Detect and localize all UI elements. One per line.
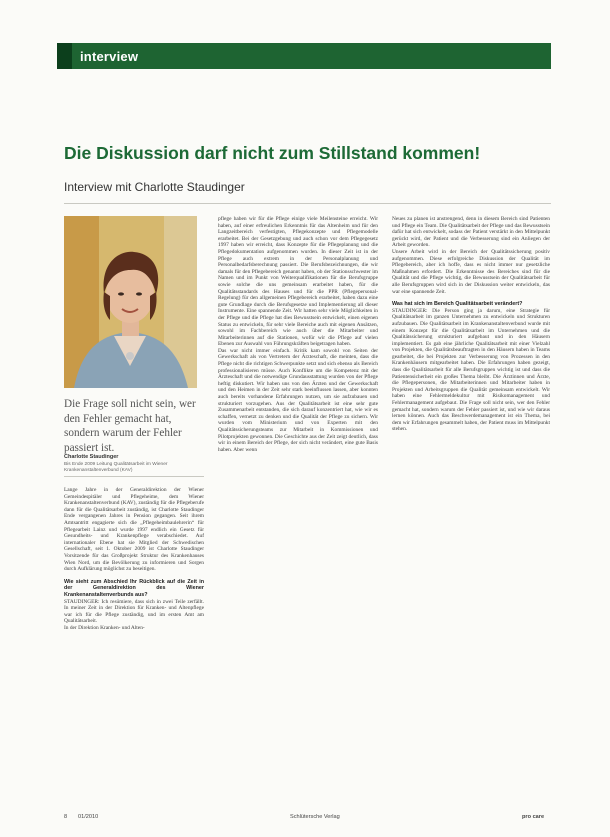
page-number: 8 bbox=[64, 814, 68, 820]
section-marker bbox=[57, 43, 72, 69]
paragraph: In der Direktion Kranken- und Alten- bbox=[64, 624, 145, 631]
paragraph: Das war nicht immer einfach. Kritik kam sowohl von Seiten der Gewerkschaft als von Vertretern der Ärzteschaft, die meinten, dass die Pflege nicht die richtigen Schwerpunkte setzt und sich ebenso als Bereich professionalisieren müsse. Auch Konflikte um die Kompetenz mit der Ärzteschaft und die notwendige Grundausstattung wurden von der Pflege heftig diskutiert. Wir haben uns von den Ärzten und der Gewerkschaft und den Heimen in der Zeit sehr stark beeinflussen lassen, aber konnten auch bereits vorhandene Erfahrungen nutzen, um sie aufzubauen und strukturiert vorzugehen. Aus der Qualitätsarbeit ist eine sehr gute Zusammenarbeit entstanden, die sich darauf konzentriert hat, wie wir es schaffen, vernetzt zu denken und die Qualität der Pflege zu sichern. Wir wurden vom Ministerium und von Experten mit den Qualitätssicherungsteams zur Mitarbeit in Kommissionen und Pilotprojekten gewonnen. Die Geschichte aus der Zeit zeigt deutlich, dass wir in einem Bereich der Pflege, der sich nicht verändert, eine gute Basis haben. Aber wenn bbox=[218, 347, 378, 453]
interview-question: Was hat sich im Bereich Qualitätsarbeit verändert? bbox=[392, 301, 523, 308]
magazine-name: pro care bbox=[522, 814, 545, 820]
paragraph: Neues zu planen ist anstrengend, denn in diesem Bereich sind Patienten und Pflege ein Team. Die Qualitätsarbeit der Pflege und das Bewusstsein dafür hat sich entwickelt, sodass der Patient verstärkt in den Mittelpunkt gerückt wird, der Patient und die Verbesserung sind ein Anliegen der Arbeit geworden. bbox=[392, 216, 550, 249]
pull-quote: Die Frage soll nicht sein, wer den Fehler gemacht hat, sondern warum der Fehler passiert ist. bbox=[64, 398, 196, 454]
paragraph: pflege haben wir für die Pflege einige viele Meilensteine erreicht. Wir haben, auf einer erfreulichen Erkenntnis für das Altenheim und für den Langzeitbereich verfestigten, Pflegekonzepte und Pflegemodelle erarbeitet. Bei der Gesetzgebung und auch schon vor dem Pflegegesetz 1997 haben wir erreicht, dass Konzepte für die Pflegeplanung und die Pflegedokumentation aufgenommen wurden. In dieser Zeit ist in der Pflege auch extrem in der Personalplanung und Personalbedarfsberechnung passiert. Die Berufsbezeichnungen, die wir damals für den Pflegebereich genannt haben, ob der Stationsschwester im Namen und im Punkt von Weiterqualifikationen für die Berufsgruppe sowie solche die uns gemeinsam erarbeitet haben, für die Qualitätsstandards des Hauses und für die PPR (Pflegepersonal-Regelung) für den allgemeinen Pflegebereich erarbeitet, haben dazu eine gute Grundlage durch die Berufsgesetze und Implementierung all dieser Instrumente. Eine spannende Zeit. Wir hatten sehr viele Möglichkeiten in der Pflege und die Pflege hat dies Bewusstsein entwickelt, einen eigenen Status zu entwickeln, für sehr viele Bereiche auch mit eigenen Ansätzen, sowohl im Fachbereich wie auch über die Mitarbeiter und Mitarbeiterinnen auf die Stationen, wofür wir die Pflege auf vielen Ebenen zur Auswahl von Führungskräften beigetragen haben. bbox=[218, 216, 378, 348]
text-column-3 bbox=[392, 216, 550, 808]
divider bbox=[64, 203, 551, 204]
caption-description: Bis Ende 2009 Leitung Qualitätsarbeit im Wiener Krankenanstaltenverbund (KAV) bbox=[64, 462, 168, 473]
article-title: Die Diskussion darf nicht zum Stillstand kommen! bbox=[64, 143, 481, 163]
paragraph: Unsere Arbeit wird in der Bereich der Qualitätssicherung positiv aufgenommen. Diese erfolgreiche Diskussion der Qualität im Pflegebereich, aber ich hoffe, dass es nicht immer nur gesetzliche Maßnahmen erfordert. Die Erkenntnisse des Bereiches sind für die Qualität und die Pflege wichtig, die Bewusstsein der Qualitätsarbeit für alle Berufsgruppen wird sich in der Diskussion weiter entwickeln, das war eine spannende Zeit. bbox=[392, 248, 550, 295]
text-column-1 bbox=[64, 487, 204, 807]
paragraph: STAUDINGER: Ich resümiere, dass sich in zwei Teile zerfällt. In meiner Zeit in der Direktion für Kranken- und Altenpflege war ich für die Pflege zuständig, und im ersten Amt am Qualitätsarbeit. bbox=[64, 598, 204, 625]
paragraph: Lange Jahre in der Generaldirektion der Wiener Gemeindespitäler und Pflegeheime, dem Wiener Krankenanstaltenverbund (KAV), zuständig für die Pflegeberufe dann für die Qualitätsarbeit zuständig, ist Charlotte Staudinger Ende vergangenen Jahres in Pension gegangen. Seit ihrem Amtsantritt engagierte sich die „Pflegeheimbaulehrerin“ für Pflegearbeit Lainz und wurde 1997 endlich ein Gesetz für Gesundheits- und Krankenpflege verabschiedet. Auf internationaler Ebene hat sie Mitglied der Schwedischen Gesellschaft, seit 1. Oktober 2009 ist Charlotte Staudinger Vorsitzende für das Großprojekt Struktur des Krankenhauses Wien Nord, um die Bevölkerung zu informieren und Sorgen durch Aufklärung möglichst zu beseitigen. bbox=[64, 487, 204, 573]
caption-divider bbox=[64, 476, 204, 477]
interview-question: Wie sieht zum Abschied Ihr Rückblick auf die Zeit in der Generaldirektion des Wiener Krankenanstaltenverbunds aus? bbox=[64, 578, 204, 598]
section-header-bar bbox=[59, 43, 551, 69]
publisher: Schlütersche Verlag bbox=[290, 814, 340, 820]
portrait-photo bbox=[64, 216, 197, 388]
article-subtitle: Interview mit Charlotte Staudinger bbox=[64, 180, 245, 194]
section-label: interview bbox=[80, 48, 139, 64]
text-column-2 bbox=[218, 216, 378, 808]
issue-number: 01/2010 bbox=[78, 814, 99, 820]
caption-name: Charlotte Staudinger bbox=[64, 454, 119, 460]
paragraph: STAUDINGER: Die Person ging ja darum, eine Strategie für Qualitätsarbeit im ganzen Unternehmen zu entwickeln und Strukturen aufzubauen. Die Qualitätsarbeit im Krankenanstaltenverbund wurde mit einem Konzept für die Qualitätsarbeit im Unternehmen und die Qualitätssicherung strukturiert aufgebaut und in den Häusern implementiert. Es gab eine jährliche Qualitätsarbeit mit einer Vielzahl von Projekten, die Qualitätsbeauftragten in den Häusern haben in Teams gearbeitet, die bei Projekten zur Verbesserung von Prozessen in den Krankenhäusern mitgearbeitet haben. Die Erfahrungen haben gezeigt, dass die Qualitätsarbeit für alle Berufsgruppen wichtig ist und dass die Patientensicherheit ein großes Thema bleibt. Die Ärztinnen und Ärzte, die Pflegepersonen, die Mitarbeiterinnen und Mitarbeiter haben in Projekten und Arbeitsgruppen die Qualität gemeinsam entwickelt. Wir haben eine Fehlermeldekultur mit Risikomanagement und Fehlermanagement aufgebaut. Die Frage soll nicht sein, wer den Fehler gemacht hat, sondern warum der Fehler passiert ist, und wie wir daraus lernen können. Auch das Beschwerdemanagement ist ein Thema, bei dem wir Erfahrungen gesammelt haben, der Patient muss im Mittelpunkt stehen. bbox=[392, 307, 550, 433]
